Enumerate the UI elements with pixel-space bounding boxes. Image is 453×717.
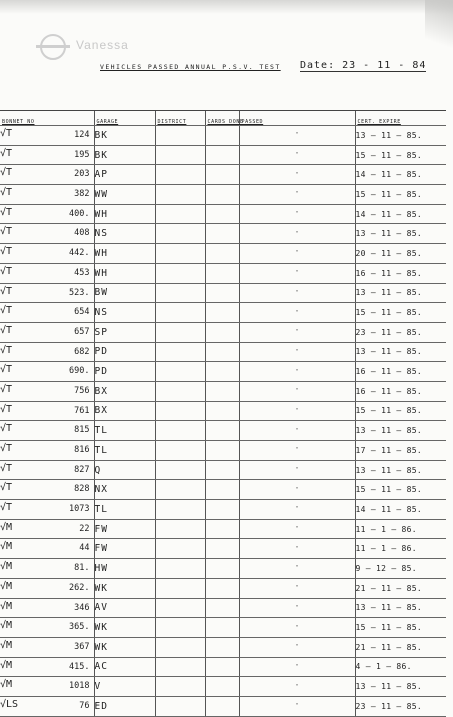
bonnet-cell xyxy=(0,539,94,559)
table-row xyxy=(0,283,446,303)
bonnet-number: 408 xyxy=(74,228,90,239)
table-row xyxy=(0,519,446,539)
tick-mark: √M xyxy=(0,659,13,671)
tick-mark: √T xyxy=(0,403,13,415)
passed-cell: " xyxy=(239,381,355,401)
table-row xyxy=(0,263,446,283)
cert-expire-cell: 15 – 11 – 85. xyxy=(355,618,446,638)
cert-expire-cell: 23 – 11 – 85. xyxy=(355,322,446,342)
passed-cell: " xyxy=(239,244,355,264)
cards-done-cell xyxy=(205,578,239,598)
cards-done-cell xyxy=(205,421,239,441)
bonnet-number: 828 xyxy=(74,484,90,495)
garage-cell: BX xyxy=(94,401,155,421)
tick-mark: √T xyxy=(0,167,13,179)
bonnet-cell xyxy=(0,185,94,205)
page-corner-shadow xyxy=(425,0,453,60)
district-cell xyxy=(155,165,205,185)
bonnet-number: 124 xyxy=(74,130,90,140)
passed-cell: " xyxy=(239,578,355,598)
bonnet-number: 761 xyxy=(74,405,90,416)
tick-mark: √T xyxy=(0,502,13,514)
cert-expire-cell: 11 – 1 – 86. xyxy=(355,539,446,559)
cards-done-cell xyxy=(205,519,239,539)
garage-cell: AC xyxy=(94,657,155,677)
bonnet-cell xyxy=(0,519,94,539)
district-cell xyxy=(155,263,205,283)
bonnet-cell xyxy=(0,578,94,598)
district-cell xyxy=(155,677,205,697)
garage-cell: AP xyxy=(94,165,155,185)
cert-expire-cell: 23 – 11 – 85. xyxy=(355,696,446,716)
cert-expire-cell: 9 – 12 – 85. xyxy=(355,559,446,579)
bonnet-number: 203 xyxy=(74,169,90,180)
cert-expire-cell: 15 – 11 – 85. xyxy=(355,145,446,165)
table-row xyxy=(0,598,446,618)
bonnet-cell xyxy=(0,637,94,657)
bonnet-number: 816 xyxy=(74,445,90,455)
bonnet-cell xyxy=(0,303,94,323)
passed-cell: " xyxy=(239,677,355,697)
garage-cell: NS xyxy=(94,224,155,244)
cards-done-cell xyxy=(205,204,239,224)
cards-done-cell xyxy=(205,480,239,500)
bonnet-cell xyxy=(0,224,94,244)
cards-done-cell xyxy=(205,441,239,461)
passed-cell: " xyxy=(239,500,355,520)
cards-done-cell xyxy=(205,185,239,205)
district-cell xyxy=(155,342,205,362)
garage-cell: Q xyxy=(94,460,155,480)
tick-mark: √M xyxy=(0,679,13,691)
district-cell xyxy=(155,441,205,461)
district-cell xyxy=(155,145,205,165)
bonnet-cell xyxy=(0,401,94,421)
bonnet-number: 453 xyxy=(74,267,90,278)
tick-mark: √T xyxy=(0,128,13,139)
letterhead-text: Vanessa xyxy=(76,38,129,52)
passed-cell: " xyxy=(239,401,355,421)
tick-mark: √M xyxy=(0,541,13,553)
passed-cell: " xyxy=(239,618,355,638)
tick-mark: √M xyxy=(0,639,13,651)
header-garage: GARAGE xyxy=(94,111,155,126)
bonnet-number: 346 xyxy=(74,602,90,613)
cert-expire-cell: 16 – 11 – 85. xyxy=(355,381,446,401)
garage-cell: BK xyxy=(94,145,155,165)
bonnet-number: 442. xyxy=(69,248,90,259)
header-passed: PASSED xyxy=(239,111,355,126)
table-row xyxy=(0,204,446,224)
cards-done-cell xyxy=(205,500,239,520)
cert-expire-cell: 4 – 1 – 86. xyxy=(355,657,446,677)
passed-cell: " xyxy=(239,165,355,185)
passed-cell: " xyxy=(239,696,355,716)
passed-cell: " xyxy=(239,224,355,244)
district-cell xyxy=(155,362,205,382)
bonnet-number: 1018 xyxy=(69,681,90,692)
bonnet-cell xyxy=(0,362,94,382)
bonnet-cell xyxy=(0,381,94,401)
bonnet-number: 654 xyxy=(74,307,90,318)
table-row xyxy=(0,303,446,323)
document-title: VEHICLES PASSED ANNUAL P.S.V. TEST xyxy=(100,63,281,71)
bonnet-number: 195 xyxy=(74,149,90,160)
garage-cell: SP xyxy=(94,322,155,342)
garage-cell: PD xyxy=(94,362,155,382)
tick-mark: √T xyxy=(0,443,13,454)
passed-cell: " xyxy=(239,322,355,342)
district-cell xyxy=(155,637,205,657)
table-row xyxy=(0,322,446,342)
cards-done-cell xyxy=(205,637,239,657)
bonnet-number: 756 xyxy=(74,385,90,396)
cert-expire-cell: 11 – 1 – 86. xyxy=(355,519,446,539)
cert-expire-cell: 13 – 11 – 85. xyxy=(355,677,446,697)
tick-mark: √T xyxy=(0,305,13,317)
district-cell xyxy=(155,126,205,146)
cards-done-cell xyxy=(205,165,239,185)
district-cell xyxy=(155,500,205,520)
passed-cell: " xyxy=(239,637,355,657)
tick-mark: √T xyxy=(0,206,13,218)
bonnet-cell xyxy=(0,460,94,480)
tick-mark: √T xyxy=(0,187,13,199)
passed-cell: " xyxy=(239,441,355,461)
bonnet-cell xyxy=(0,696,94,716)
passed-cell: " xyxy=(239,657,355,677)
garage-cell: WH xyxy=(94,263,155,283)
cards-done-cell xyxy=(205,145,239,165)
cert-expire-cell: 20 – 11 – 85. xyxy=(355,244,446,264)
garage-cell: FW xyxy=(94,519,155,539)
table-row xyxy=(0,677,446,697)
cert-expire-cell: 13 – 11 – 85. xyxy=(355,224,446,244)
cert-expire-cell: 15 – 11 – 85. xyxy=(355,303,446,323)
header-cards-done: CARDS DONE xyxy=(205,111,239,126)
passed-cell: " xyxy=(239,598,355,618)
passed-cell: " xyxy=(239,204,355,224)
tick-mark: √T xyxy=(0,285,13,297)
cards-done-cell xyxy=(205,657,239,677)
garage-cell: WH xyxy=(94,244,155,264)
bonnet-cell xyxy=(0,244,94,264)
garage-cell: TL xyxy=(94,500,155,520)
tick-mark: √T xyxy=(0,364,13,376)
tick-mark: √T xyxy=(0,226,13,238)
bonnet-cell xyxy=(0,559,94,579)
bonnet-number: 523. xyxy=(69,287,90,298)
cert-expire-cell: 13 – 11 – 85. xyxy=(355,342,446,362)
district-cell xyxy=(155,204,205,224)
table-row xyxy=(0,126,446,146)
cert-expire-cell: 16 – 11 – 85. xyxy=(355,263,446,283)
passed-cell: " xyxy=(239,421,355,441)
table-row xyxy=(0,441,446,461)
cards-done-cell xyxy=(205,696,239,716)
header-district: DISTRICT xyxy=(155,111,205,126)
cards-done-cell xyxy=(205,126,239,146)
tick-mark: √M xyxy=(0,620,13,632)
passed-cell: " xyxy=(239,559,355,579)
bonnet-number: 657 xyxy=(74,326,90,337)
cards-done-cell xyxy=(205,342,239,362)
bonnet-cell xyxy=(0,342,94,362)
garage-cell: V xyxy=(94,677,155,697)
table-row xyxy=(0,401,446,421)
garage-cell: TL xyxy=(94,441,155,461)
bonnet-number: 1073 xyxy=(69,504,90,515)
bonnet-number: 382 xyxy=(74,189,90,200)
district-cell xyxy=(155,480,205,500)
cards-done-cell xyxy=(205,362,239,382)
letterhead xyxy=(40,32,380,58)
header-bonnet: BONNET NO xyxy=(0,111,94,126)
bonnet-cell xyxy=(0,145,94,165)
bonnet-number: 22 xyxy=(79,523,90,534)
cards-done-cell xyxy=(205,677,239,697)
garage-cell: ED xyxy=(94,696,155,716)
tick-mark: √LS xyxy=(0,698,19,710)
bonnet-number: 262. xyxy=(69,582,90,593)
district-cell xyxy=(155,657,205,677)
district-cell xyxy=(155,578,205,598)
cards-done-cell xyxy=(205,381,239,401)
table-header-row xyxy=(0,111,446,126)
table-row xyxy=(0,145,446,165)
passed-cell: " xyxy=(239,263,355,283)
cards-done-cell xyxy=(205,460,239,480)
garage-cell: BW xyxy=(94,283,155,303)
cert-expire-cell: 13 – 11 – 85. xyxy=(355,598,446,618)
bonnet-cell xyxy=(0,480,94,500)
bonnet-cell xyxy=(0,263,94,283)
garage-cell: BK xyxy=(94,126,155,146)
garage-cell: TL xyxy=(94,421,155,441)
bonnet-cell xyxy=(0,677,94,697)
garage-cell: AV xyxy=(94,598,155,618)
cert-expire-cell: 14 – 11 – 85. xyxy=(355,204,446,224)
cards-done-cell xyxy=(205,303,239,323)
bonnet-cell xyxy=(0,283,94,303)
table-row xyxy=(0,342,446,362)
district-cell xyxy=(155,519,205,539)
bonnet-cell xyxy=(0,322,94,342)
table-row xyxy=(0,185,446,205)
table-row xyxy=(0,539,446,559)
passed-cell: " xyxy=(239,342,355,362)
garage-cell: FW xyxy=(94,539,155,559)
passed-cell: " xyxy=(239,185,355,205)
district-cell xyxy=(155,283,205,303)
table-row xyxy=(0,421,446,441)
passed-cell: " xyxy=(239,283,355,303)
bonnet-number: 690. xyxy=(69,366,90,377)
cards-done-cell xyxy=(205,322,239,342)
cards-done-cell xyxy=(205,559,239,579)
bonnet-cell xyxy=(0,618,94,638)
bonnet-number: 365. xyxy=(69,622,90,633)
bonnet-cell xyxy=(0,165,94,185)
bonnet-number: 44 xyxy=(79,543,90,554)
tick-mark: √T xyxy=(0,324,13,336)
passed-cell: " xyxy=(239,145,355,165)
passed-cell: " xyxy=(239,362,355,382)
passed-cell: " xyxy=(239,539,355,559)
tick-mark: √T xyxy=(0,383,13,395)
garage-cell: WW xyxy=(94,185,155,205)
tick-mark: √T xyxy=(0,462,13,474)
tick-mark: √T xyxy=(0,482,13,494)
cert-expire-cell: 15 – 11 – 85. xyxy=(355,401,446,421)
cert-expire-cell: 17 – 11 – 85. xyxy=(355,441,446,461)
table-row xyxy=(0,559,446,579)
district-cell xyxy=(155,322,205,342)
garage-cell: NS xyxy=(94,303,155,323)
passed-cell: " xyxy=(239,126,355,146)
cert-expire-cell: 21 – 11 – 85. xyxy=(355,578,446,598)
tick-mark: √T xyxy=(0,265,13,277)
bonnet-cell xyxy=(0,126,94,146)
bonnet-number: 367 xyxy=(74,641,90,652)
district-cell xyxy=(155,696,205,716)
passed-cell: " xyxy=(239,480,355,500)
bonnet-number: 682 xyxy=(74,346,90,357)
table-row xyxy=(0,618,446,638)
cert-expire-cell: 13 – 11 – 85. xyxy=(355,421,446,441)
district-cell xyxy=(155,381,205,401)
cards-done-cell xyxy=(205,618,239,638)
table-row xyxy=(0,165,446,185)
garage-cell: WK xyxy=(94,578,155,598)
table-row xyxy=(0,637,446,657)
bonnet-number: 81. xyxy=(74,563,90,574)
district-cell xyxy=(155,421,205,441)
cert-expire-cell: 16 – 11 – 85. xyxy=(355,362,446,382)
garage-cell: WK xyxy=(94,618,155,638)
district-cell xyxy=(155,460,205,480)
bonnet-number: 815 xyxy=(74,425,90,436)
bonnet-number: 827 xyxy=(74,464,90,475)
tick-mark: √M xyxy=(0,561,13,573)
cert-expire-cell: 15 – 11 – 85. xyxy=(355,480,446,500)
tick-mark: √T xyxy=(0,344,13,356)
district-cell xyxy=(155,303,205,323)
district-cell xyxy=(155,401,205,421)
bonnet-number: 76 xyxy=(79,700,90,711)
table-row xyxy=(0,480,446,500)
garage-cell: NX xyxy=(94,480,155,500)
tick-mark: √M xyxy=(0,580,13,592)
garage-cell: WH xyxy=(94,204,155,224)
cards-done-cell xyxy=(205,224,239,244)
passed-cell: " xyxy=(239,460,355,480)
district-cell xyxy=(155,618,205,638)
header-cert-expire: CERT. EXPIRE xyxy=(355,111,446,126)
table-row xyxy=(0,362,446,382)
table-row xyxy=(0,657,446,677)
cert-expire-cell: 13 – 11 – 85. xyxy=(355,283,446,303)
cards-done-cell xyxy=(205,539,239,559)
tick-mark: √M xyxy=(0,600,13,612)
table-row xyxy=(0,244,446,264)
tick-mark: √T xyxy=(0,423,13,435)
bonnet-cell xyxy=(0,500,94,520)
cert-expire-cell: 13 – 11 – 85. xyxy=(355,126,446,146)
district-cell xyxy=(155,539,205,559)
bonnet-cell xyxy=(0,598,94,618)
table-row xyxy=(0,578,446,598)
cert-expire-cell: 14 – 11 – 85. xyxy=(355,500,446,520)
table-row xyxy=(0,696,446,716)
garage-cell: WK xyxy=(94,637,155,657)
bonnet-number: 415. xyxy=(69,661,90,672)
cards-done-cell xyxy=(205,263,239,283)
cert-expire-cell: 15 – 11 – 85. xyxy=(355,185,446,205)
table-row xyxy=(0,224,446,244)
tick-mark: √T xyxy=(0,246,13,258)
table-row xyxy=(0,500,446,520)
cards-done-cell xyxy=(205,598,239,618)
roundel-logo-icon xyxy=(40,34,66,60)
cards-done-cell xyxy=(205,244,239,264)
garage-cell: HW xyxy=(94,559,155,579)
district-cell xyxy=(155,244,205,264)
district-cell xyxy=(155,559,205,579)
garage-cell: BX xyxy=(94,381,155,401)
scan-edge xyxy=(0,0,453,14)
passed-cell: " xyxy=(239,303,355,323)
cert-expire-cell: 14 – 11 – 85. xyxy=(355,165,446,185)
district-cell xyxy=(155,598,205,618)
tick-mark: √M xyxy=(0,521,13,533)
table-row xyxy=(0,460,446,480)
district-cell xyxy=(155,185,205,205)
bonnet-cell xyxy=(0,441,94,461)
document-date: Date: 23 - 11 - 84 xyxy=(300,60,427,71)
garage-cell: PD xyxy=(94,342,155,362)
cert-expire-cell: 21 – 11 – 85. xyxy=(355,637,446,657)
cert-expire-cell: 13 – 11 – 85. xyxy=(355,460,446,480)
bonnet-cell xyxy=(0,421,94,441)
bonnet-cell xyxy=(0,204,94,224)
tick-mark: √T xyxy=(0,147,13,159)
bonnet-cell xyxy=(0,657,94,677)
vehicle-test-table xyxy=(0,110,446,717)
table-row xyxy=(0,381,446,401)
bonnet-number: 400. xyxy=(69,208,90,219)
cards-done-cell xyxy=(205,401,239,421)
district-cell xyxy=(155,224,205,244)
cards-done-cell xyxy=(205,283,239,303)
passed-cell: " xyxy=(239,519,355,539)
